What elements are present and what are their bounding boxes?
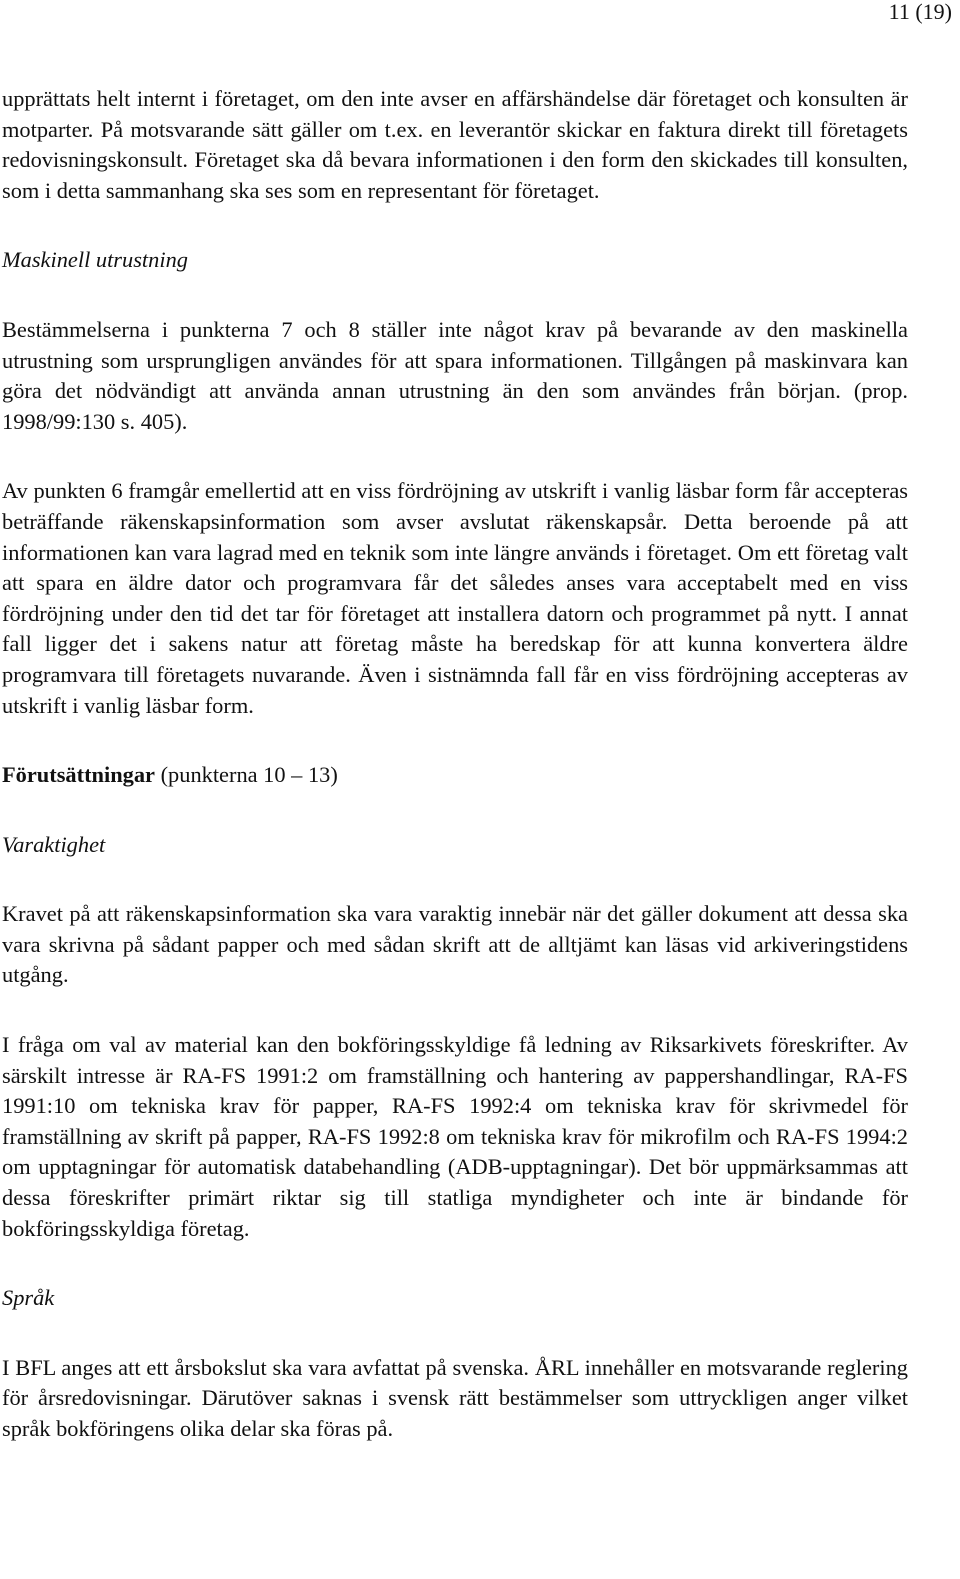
document-body xyxy=(2,84,908,1445)
forutsattningar-heading xyxy=(2,760,908,791)
varaktighet-paragraph-2: I fråga om val av material kan den bokföringsskyldige få ledning av Riksarkivets föreskrifter. Av särskilt intresse är RA-FS 1991:2 om framställning och hantering av pappershandlingar, RA-FS 1991:10 om tekniska krav för papper, RA-FS 1992:4 om tekniska krav för skrivmedel för framställning av skrift på papper, RA-FS 1992:8 om tekniska krav för mikrofilm och RA-FS 1994:2 om upptagningar för automatisk databehandling (ADB-upptagningar). Det bör uppmärksammas att dessa föreskrifter primärt riktar sig till statliga myndigheter och inte är bindande för bokföringsskyldiga företag. xyxy=(2,1032,908,1241)
maskinell-paragraph-2: Av punkten 6 framgår emellertid att en viss fördröjning av utskrift i vanlig läsbar form får accepteras beträffande räkenskapsinformation som avser avslutat räkenskapsår. Detta beroende på att informationen kan vara lagrad med en teknik som inte längre används i företaget. Om ett företag valt att spara en äldre dator och programvara får det således anses vara acceptabelt med en viss fördröjning under den tid det tar för företaget att installera datorn och programmet på nytt. I annat fall ligger det i sakens natur att företag måste ha beredskap för att kunna konvertera äldre programvara till företagets nuvarande. Även i sistnämnda fall får en viss fördröjning accepteras av utskrift i vanlig läsbar form. xyxy=(2,478,908,718)
maskinell-utrustning-heading: Maskinell utrustning xyxy=(2,247,188,273)
forutsattningar-heading-rest: (punkterna 10 – 13) xyxy=(155,762,338,788)
varaktighet-paragraph-1: Kravet på att räkenskapsinformation ska vara varaktig innebär när det gäller dokument att dessa ska vara skrivna på sådant papper och med sådan skrift att de alltjämt kan läsas vid arkiveringstidens utgång. xyxy=(2,901,908,988)
page-number: 11 (19) xyxy=(888,0,952,24)
varaktighet-heading: Varaktighet xyxy=(2,831,106,857)
forutsattningar-heading-bold: Förutsättningar xyxy=(2,762,155,788)
sprak-heading: Språk xyxy=(2,1285,55,1311)
maskinell-paragraph-1: Bestämmelserna i punkterna 7 och 8 ställer inte något krav på bevarande av den maskinella utrustning som ursprungligen användes för att spara informationen. Tillgången på maskinvara kan göra det nödvändigt att använda annan utrustning än den som användes från början. (prop. 1998/99:130 s. 405). xyxy=(2,316,908,434)
intro-paragraph: upprättats helt internt i företaget, om den inte avser en affärshändelse där företaget och konsulten är motparter. På motsvarande sätt gäller om t.ex. en leverantör skickar en faktura direkt till företagets redovisningskonsult. Företaget ska då bevara informationen i den form den skickades till konsulten, som i detta sammanhang ska ses som en representant för företaget. xyxy=(2,86,908,203)
sprak-paragraph-1: I BFL anges att ett årsbokslut ska vara avfattat på svenska. ÅRL innehåller en motsvarande reglering för årsredovisningar. Därutöver saknas i svensk rätt bestämmelser som uttryckligen anger vilket språk bokföringens olika delar ska föras på. xyxy=(2,1354,908,1441)
